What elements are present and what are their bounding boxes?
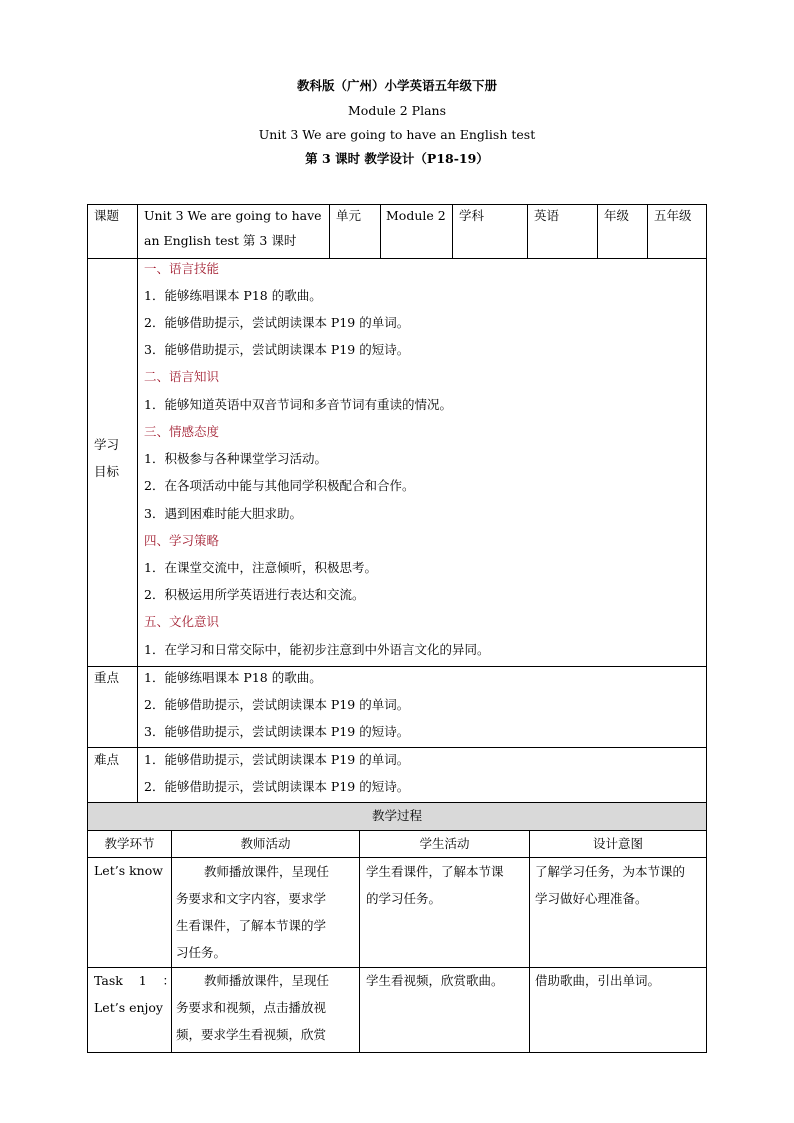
teacher-activity-line: 习任务。 (176, 945, 227, 960)
student-activity-line: 学生看课件，了解本节课 (366, 864, 504, 879)
objective-item: 2．在各项活动中能与其他同学积极配合和合作。 (144, 478, 415, 493)
module-title: Module 2 Plans (348, 103, 446, 118)
objective-heading-3: 三、情感态度 (144, 424, 220, 439)
teacher-activity-line: 教师播放课件，呈现任 (204, 864, 330, 879)
topic-value-line1: Unit 3 We are going to have (144, 208, 322, 223)
grade-label: 年级 (604, 208, 630, 223)
objective-heading-1: 一、语言技能 (144, 261, 220, 276)
grade-value: 五年级 (654, 208, 692, 223)
objective-item: 3．能够借助提示，尝试朗读课本 P19 的短诗。 (144, 342, 410, 357)
teacher-activity-line: 频，要求学生看视频，欣赏 (176, 1027, 327, 1042)
process-stage: Task 1 ： (94, 973, 176, 988)
objective-heading-5: 五、文化意识 (144, 614, 220, 629)
design-intent-line: 了解学习任务，为本节课的 (535, 864, 686, 879)
objective-item: 1．能够知道英语中双音节词和多音节词有重读的情况。 (144, 397, 452, 412)
objective-heading-2: 二、语言知识 (144, 369, 220, 384)
unit-value: Module 2 (386, 208, 446, 223)
teacher-activity-line: 生看课件，了解本节课的学 (176, 918, 327, 933)
design-intent-line: 借助歌曲，引出单词。 (535, 973, 661, 988)
subject-label: 学科 (459, 208, 485, 223)
process-col-teacher: 教师活动 (240, 836, 291, 851)
student-activity-line: 的学习任务。 (366, 891, 442, 906)
difficulty-item: 1．能够借助提示，尝试朗读课本 P19 的单词。 (144, 752, 410, 767)
difficulties-label: 难点 (94, 752, 120, 767)
objective-item: 1．能够练唱课本 P18 的歌曲。 (144, 288, 322, 303)
unit-title: Unit 3 We are going to have an English test (258, 127, 536, 142)
objective-item: 3．遇到困难时能大胆求助。 (144, 506, 302, 521)
process-title: 教学过程 (371, 808, 422, 823)
design-intent-line: 学习做好心理准备。 (535, 891, 648, 906)
objective-item: 2．能够借助提示，尝试朗读课本 P19 的单词。 (144, 315, 410, 330)
document-title: 教科版（广州）小学英语五年级下册 (296, 78, 497, 93)
key-point-item: 2．能够借助提示，尝试朗读课本 P19 的单词。 (144, 697, 410, 712)
topic-label: 课题 (94, 208, 120, 223)
process-col-student: 学生活动 (419, 836, 470, 851)
key-points-label: 重点 (94, 670, 120, 685)
process-stage: Let’s know (94, 863, 163, 878)
process-col-stage: 教学环节 (104, 836, 155, 851)
teacher-activity-line: 务要求和文字内容，要求学 (176, 891, 327, 906)
student-activity-line: 学生看视频，欣赏歌曲。 (366, 973, 504, 988)
objective-item: 2．积极运用所学英语进行表达和交流。 (144, 587, 365, 602)
process-col-intent: 设计意图 (592, 836, 643, 851)
unit-label: 单元 (336, 208, 362, 223)
key-point-item: 3．能够借助提示，尝试朗读课本 P19 的短诗。 (144, 724, 410, 739)
objective-heading-4: 四、学习策略 (144, 533, 220, 548)
process-stage: Let’s enjoy (94, 1000, 163, 1015)
objective-item: 1．在课堂交流中，注意倾听，积极思考。 (144, 560, 377, 575)
objective-item: 1．积极参与各种课堂学习活动。 (144, 451, 327, 466)
topic-value-line2: an English test 第 3 课时 (144, 233, 297, 248)
difficulty-item: 2．能够借助提示，尝试朗读课本 P19 的短诗。 (144, 779, 410, 794)
key-point-item: 1．能够练唱课本 P18 的歌曲。 (144, 670, 322, 685)
teacher-activity-line: 教师播放课件，呈现任 (204, 973, 330, 988)
objective-item: 1．在学习和日常交际中，能初步注意到中外语言文化的异同。 (144, 642, 490, 657)
subject-value: 英语 (534, 208, 560, 223)
teacher-activity-line: 务要求和视频，点击播放视 (176, 1000, 327, 1015)
lesson-title: 第 3 课时 教学设计（P18-19） (305, 151, 489, 166)
objectives-label-line1: 学习 (94, 437, 120, 452)
objectives-label-line2: 目标 (94, 464, 120, 479)
